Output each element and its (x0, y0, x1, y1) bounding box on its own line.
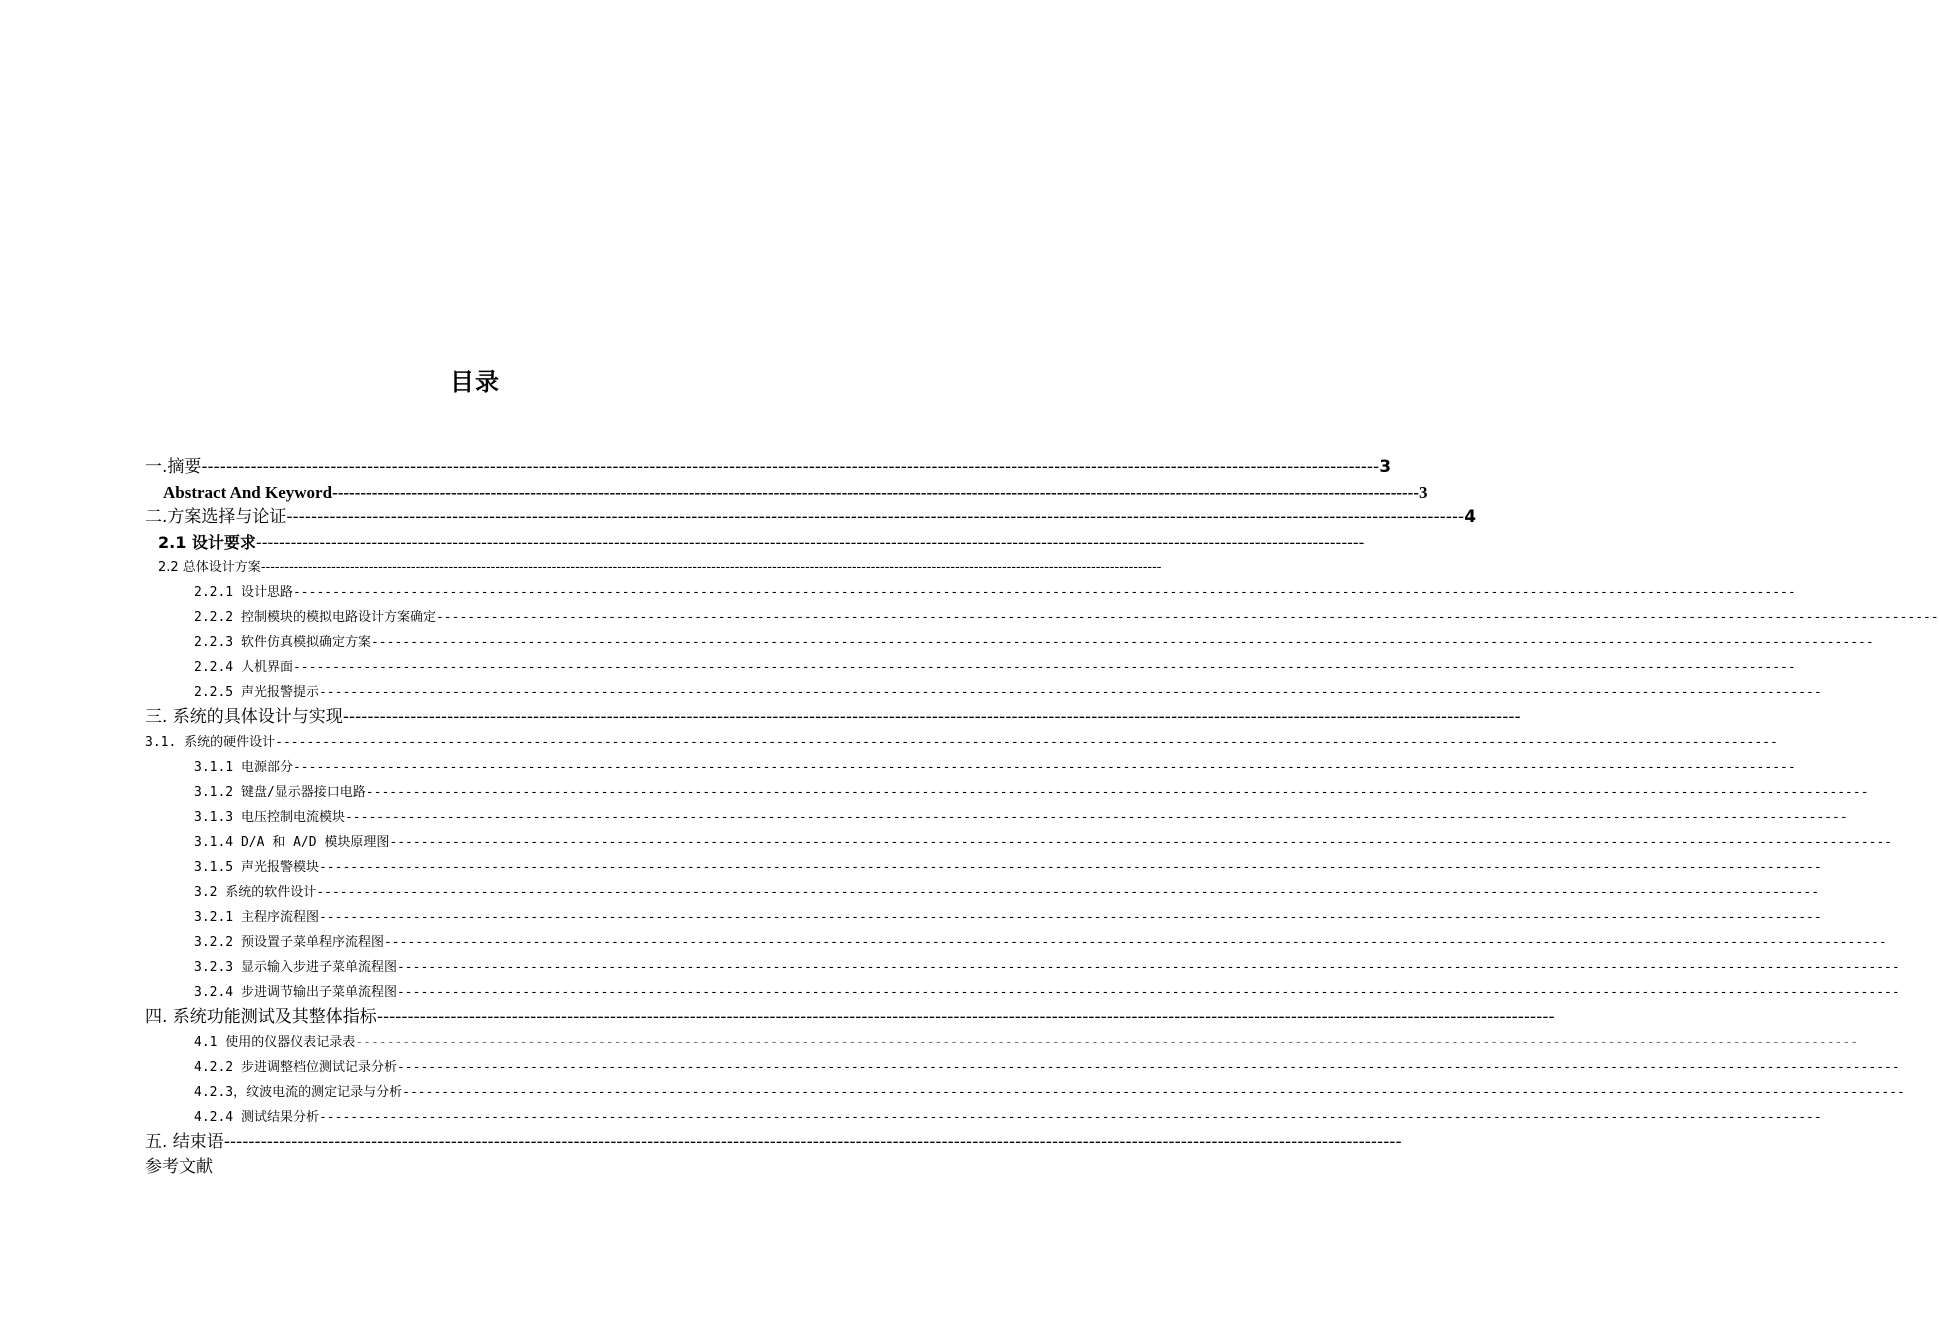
toc-entry-text: 3.2.2 预设置子菜单程序流程图 (194, 935, 384, 950)
toc-page-number: 3 (1419, 483, 1428, 502)
toc-entry-text: 2.1 设计要求 (158, 533, 256, 552)
toc-entry-abstract-cn[interactable] (145, 455, 1392, 480)
toc-leader: ------------------------------------------------------------------------------------------------------------------------------------------------------------------------------------------------ (396, 960, 1900, 975)
toc-entry-text: 3.1.1 电源部分 (194, 760, 293, 775)
toc-entry-conclusion[interactable] (145, 1130, 1402, 1155)
toc-leader: ------------------------------------------------------------------------------------------------------------------------------------------------------------------------------------------------ (332, 483, 1419, 502)
toc-entry-3-2[interactable] (194, 880, 1820, 905)
toc-entry-3-1-3[interactable] (194, 805, 1848, 830)
toc-leader: ------------------------------------------------------------------------------------------------------------------------------------------------------------------------------------------------ (255, 533, 1365, 552)
toc-entry-3-2-1[interactable] (194, 905, 1822, 930)
toc-leader: ------------------------------------------------------------------------------------------------------------------------------------------------------------------------------------------------ (292, 760, 1796, 775)
toc-title: 目录 (450, 368, 500, 396)
toc-entry-text: 4.2.4 测试结果分析 (194, 1110, 319, 1125)
toc-entry-text: 3.1.4 D/A 和 A/D 模块原理图 (194, 835, 390, 850)
toc-entry-3-2-4[interactable] (194, 980, 1900, 1005)
toc-entry-scheme[interactable] (145, 505, 1477, 530)
toc-entry-3-2-3[interactable] (194, 955, 1900, 980)
toc-entry-2-2-1[interactable] (194, 580, 1796, 605)
toc-entry-text: 3.1. 系统的硬件设计 (145, 735, 276, 750)
toc-entry-text: 四. 系统功能测试及其整体指标 (145, 1007, 377, 1027)
toc-entry-system-design[interactable] (145, 705, 1521, 730)
toc-leader: ------------------------------------------------------------------------------------------------------------------------------------------------------------------------------------------------ (316, 885, 1820, 900)
toc-leader: ------------------------------------------------------------------------------------------------------------------------------------------------------------------------------------------------ (275, 735, 1778, 750)
toc-entry-text: 一.摘要 (145, 457, 202, 477)
toc-entry-text: 3.2 系统的软件设计 (194, 885, 317, 900)
toc-page-number: 3 (1379, 457, 1392, 477)
toc-entry-4-2-4[interactable] (194, 1105, 1822, 1130)
toc-entry-4-2-3[interactable] (194, 1080, 1905, 1105)
toc-entry-text: 3.1.2 键盘/显示器接口电路 (194, 785, 366, 800)
toc-leader: ------------------------------------------------------------------------------------------------------------------------------------------------------------------------------------------------ (389, 835, 1893, 850)
toc-leader: ------------------------------------------------------------------------------------------------------------------------------------------------------------------------------------------------ (201, 457, 1380, 477)
toc-entry-text: 3.2.3 显示输入步进子菜单流程图 (194, 960, 397, 975)
toc-entry-text: Abstract And Keyword (163, 483, 333, 502)
toc-entry-references[interactable] (145, 1155, 345, 1180)
toc-entry-text: 3.2.1 主程序流程图 (194, 910, 319, 925)
toc-leader: ------------------------------------------------------------------------------------------------------------------------------------------------------------------------------------------------ (365, 785, 1869, 800)
toc-entry-2-2-4[interactable] (194, 655, 1796, 680)
toc-entry-text: 4.2.2 步进调整档位测试记录分析 (194, 1060, 397, 1075)
toc-entry-text: 2.2.3 软件仿真模拟确定方案 (194, 635, 371, 650)
toc-leader: ------------------------------------------------------------------------------------------------------------------------------------------------------------------------------------------------ (223, 1132, 1402, 1152)
toc-entry-text: 二.方案选择与论证 (145, 507, 287, 527)
toc-leader: ------------------------------------------------------------------------------------------------------------------------------------------------------------------------------------------------ (318, 910, 1822, 925)
toc-entry-text: 2.2.2 控制模块的模拟电路设计方案确定 (194, 610, 436, 625)
toc-entry-text: 五. 结束语 (145, 1132, 224, 1152)
toc-leader: ------------------------------------------------------------------------------------------------------------------------------------------------------------------------------------------------ (355, 1035, 1859, 1050)
toc-entry-3-1[interactable] (145, 730, 1778, 755)
toc-entry-text: 2.2.4 人机界面 (194, 660, 293, 675)
toc-entry-4-1[interactable] (194, 1030, 1859, 1055)
toc-entry-abstract-en[interactable] (163, 480, 1428, 505)
toc-leader: ------------------------------------------------------------------------------------------------------------------------------------------------------------------------------------------------ (292, 660, 1796, 675)
toc-entry-text: 3.1.5 声光报警模块 (194, 860, 319, 875)
toc-leader: ------------------------------------------------------------------------------------------------------------------------------------------------------------------------------------------------ (342, 707, 1521, 727)
toc-entry-3-1-4[interactable] (194, 830, 1893, 855)
toc-entry-2-2-5[interactable] (194, 680, 1822, 705)
toc-leader: ------------------------------------------------------------------------------------------------------------------------------------------------------------------------------------------------ (318, 685, 1822, 700)
toc-entry-4-2-2[interactable] (194, 1055, 1900, 1080)
toc-entry-2-2-3[interactable] (194, 630, 1874, 655)
toc-leader: ------------------------------------------------------------------------------------------------------------------------------------------------------------------------------------------------ (370, 635, 1874, 650)
toc-entry-3-1-2[interactable] (194, 780, 1869, 805)
toc-entry-3-1-1[interactable] (194, 755, 1796, 780)
toc-leader: ------------------------------------------------------------------------------------------------------------------------------------------------------------------------------------------------ (286, 507, 1465, 527)
toc-leader: ------------------------------------------------------------------------------------------------------------------------------------------------------------------------------------------------ (260, 560, 1162, 575)
toc-entry-text: 参考文献 (145, 1157, 213, 1177)
toc-entry-text: 3.1.3 电压控制电流模块 (194, 810, 345, 825)
toc-leader: ------------------------------------------------------------------------------------------------------------------------------------------------------------------------------------------------ (318, 1110, 1822, 1125)
toc-entry-2-2[interactable] (158, 555, 1162, 580)
toc-entry-3-1-5[interactable] (194, 855, 1822, 880)
toc-entry-text: 三. 系统的具体设计与实现 (145, 707, 343, 727)
toc-leader: ------------------------------------------------------------------------------------------------------------------------------------------------------------------------------------------------ (344, 810, 1848, 825)
toc-entry-text: 2.2.1 设计思路 (194, 585, 293, 600)
toc-entry-text: 2.2 总体设计方案 (158, 560, 261, 575)
toc-entry-2-2-2[interactable] (194, 605, 1939, 630)
toc-entry-text: 2.2.5 声光报警提示 (194, 685, 319, 700)
toc-entry-3-2-2[interactable] (194, 930, 1887, 955)
toc-entry-text: 4.2.3，纹波电流的测定记录与分析 (194, 1085, 403, 1100)
toc-leader: ------------------------------------------------------------------------------------------------------------------------------------------------------------------------------------------------ (318, 860, 1822, 875)
toc-leader: ------------------------------------------------------------------------------------------------------------------------------------------------------------------------------------------------ (396, 1060, 1900, 1075)
toc-leader: ------------------------------------------------------------------------------------------------------------------------------------------------------------------------------------------------ (292, 585, 1796, 600)
toc-leader: ------------------------------------------------------------------------------------------------------------------------------------------------------------------------------------------------ (376, 1007, 1555, 1027)
toc-leader: ------------------------------------------------------------------------------------------------------------------------------------------------------------------------------------------------ (383, 935, 1887, 950)
toc-leader: ------------------------------------------------------------------------------------------------------------------------------------------------------------------------------------------------ (435, 610, 1939, 625)
toc-entry-text: 3.2.4 步进调节输出子菜单流程图 (194, 985, 397, 1000)
toc-entry-testing[interactable] (145, 1005, 1555, 1030)
toc-page-number: 4 (1464, 507, 1477, 527)
toc-leader: ------------------------------------------------------------------------------------------------------------------------------------------------------------------------------------------------ (402, 1085, 1905, 1100)
toc-entry-2-1[interactable] (158, 530, 1365, 555)
toc-entry-text: 4.1 使用的仪器仪表记录表 (194, 1035, 356, 1050)
toc-leader: ------------------------------------------------------------------------------------------------------------------------------------------------------------------------------------------------ (396, 985, 1900, 1000)
